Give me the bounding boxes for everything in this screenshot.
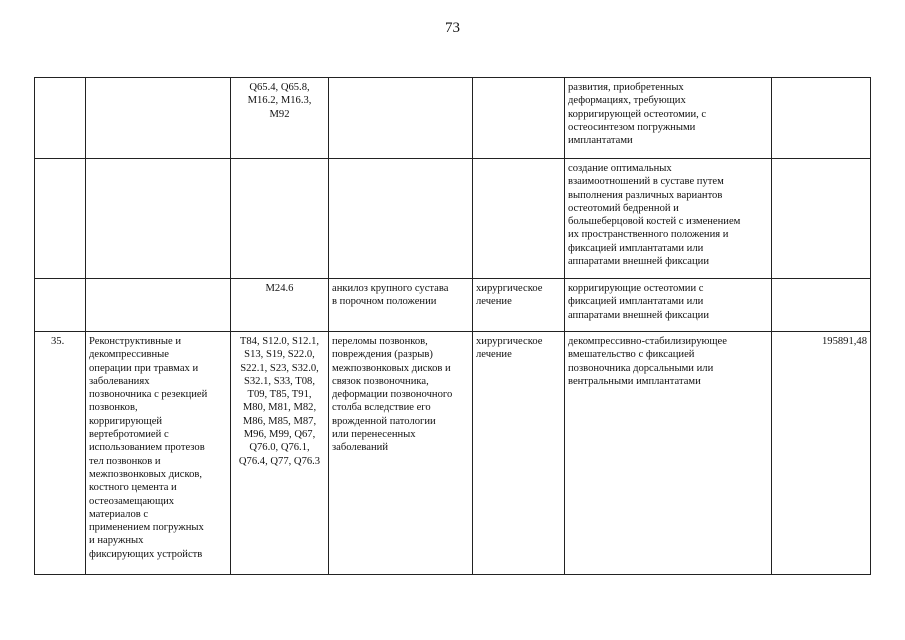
icd-codes-cell: T84, S12.0, S12.1, S13, S19, S22.0, S22.1, S23, S32.0, S32.1, S33, T08, T09, T85, T91, M80, M81, M82, M86, M85, M87, M96, M99, Q67, Q76.0, Q76.1, Q76.4, Q77, Q76.3 xyxy=(231,332,329,575)
treatment-method-cell: развития, приобретенных деформациях, требующих корригирующей остеотомии, с остеосинтезом погружными имплантатами xyxy=(565,78,772,159)
patient-model-cell xyxy=(329,78,473,159)
patient-model-cell: анкилоз крупного сустава в порочном положении xyxy=(329,279,473,332)
patient-model-cell xyxy=(329,159,473,279)
cost-cell xyxy=(772,78,871,159)
patient-model-cell: переломы позвонков, повреждения (разрыв) межпозвонковых дисков и связок позвоночника, деформации позвоночного столба вследствие его врожденной патологии или перенесенных заболеваний xyxy=(329,332,473,575)
icd-codes-cell: M24.6 xyxy=(231,279,329,332)
treatment-method-cell: создание оптимальных взаимоотношений в суставе путем выполнения различных вариантов остеотомий бедренной и большеберцовой костей с изменением их пространственного положения и фиксацией имплантатами или аппаратами внешней фиксации xyxy=(565,159,772,279)
row-number-cell xyxy=(35,159,86,279)
cost-cell xyxy=(772,279,871,332)
care-type-name-cell xyxy=(86,279,231,332)
treatment-type-cell: хирургическое лечение xyxy=(473,279,565,332)
treatment-type-cell xyxy=(473,159,565,279)
treatment-method-cell: корригирующие остеотомии с фиксацией имплантатами или аппаратами внешней фиксации xyxy=(565,279,772,332)
care-type-name-cell xyxy=(86,78,231,159)
treatment-method-cell: декомпрессивно-стабилизирующее вмешательство с фиксацией позвоночника дорсальными или вентральными имплантатами xyxy=(565,332,772,575)
table-row xyxy=(35,159,871,279)
treatment-type-cell xyxy=(473,78,565,159)
page-number: 73 xyxy=(445,20,460,36)
treatment-type-cell: хирургическое лечение xyxy=(473,332,565,575)
icd-codes-cell: Q65.4, Q65.8, M16.2, M16.3, M92 xyxy=(231,78,329,159)
table-row xyxy=(35,332,871,575)
cost-cell xyxy=(772,159,871,279)
icd-codes-cell xyxy=(231,159,329,279)
row-number-cell xyxy=(35,279,86,332)
care-type-name-cell xyxy=(86,159,231,279)
row-number-cell: 35. xyxy=(35,332,86,575)
table-row xyxy=(35,78,871,159)
care-type-name-cell: Реконструктивные и декомпрессивные операции при травмах и заболеваниях позвоночника с резекцией позвонков, корригирующей вертебротомией с использованием протезов тел позвонков и межпозвонковых дисков, костного цемента и остеозамещающих материалов с применением погружных и наружных фиксирующих устройств xyxy=(86,332,231,575)
row-number-cell xyxy=(35,78,86,159)
table-row xyxy=(35,279,871,332)
medical-care-table xyxy=(34,77,871,575)
cost-cell: 195891,48 xyxy=(772,332,871,575)
